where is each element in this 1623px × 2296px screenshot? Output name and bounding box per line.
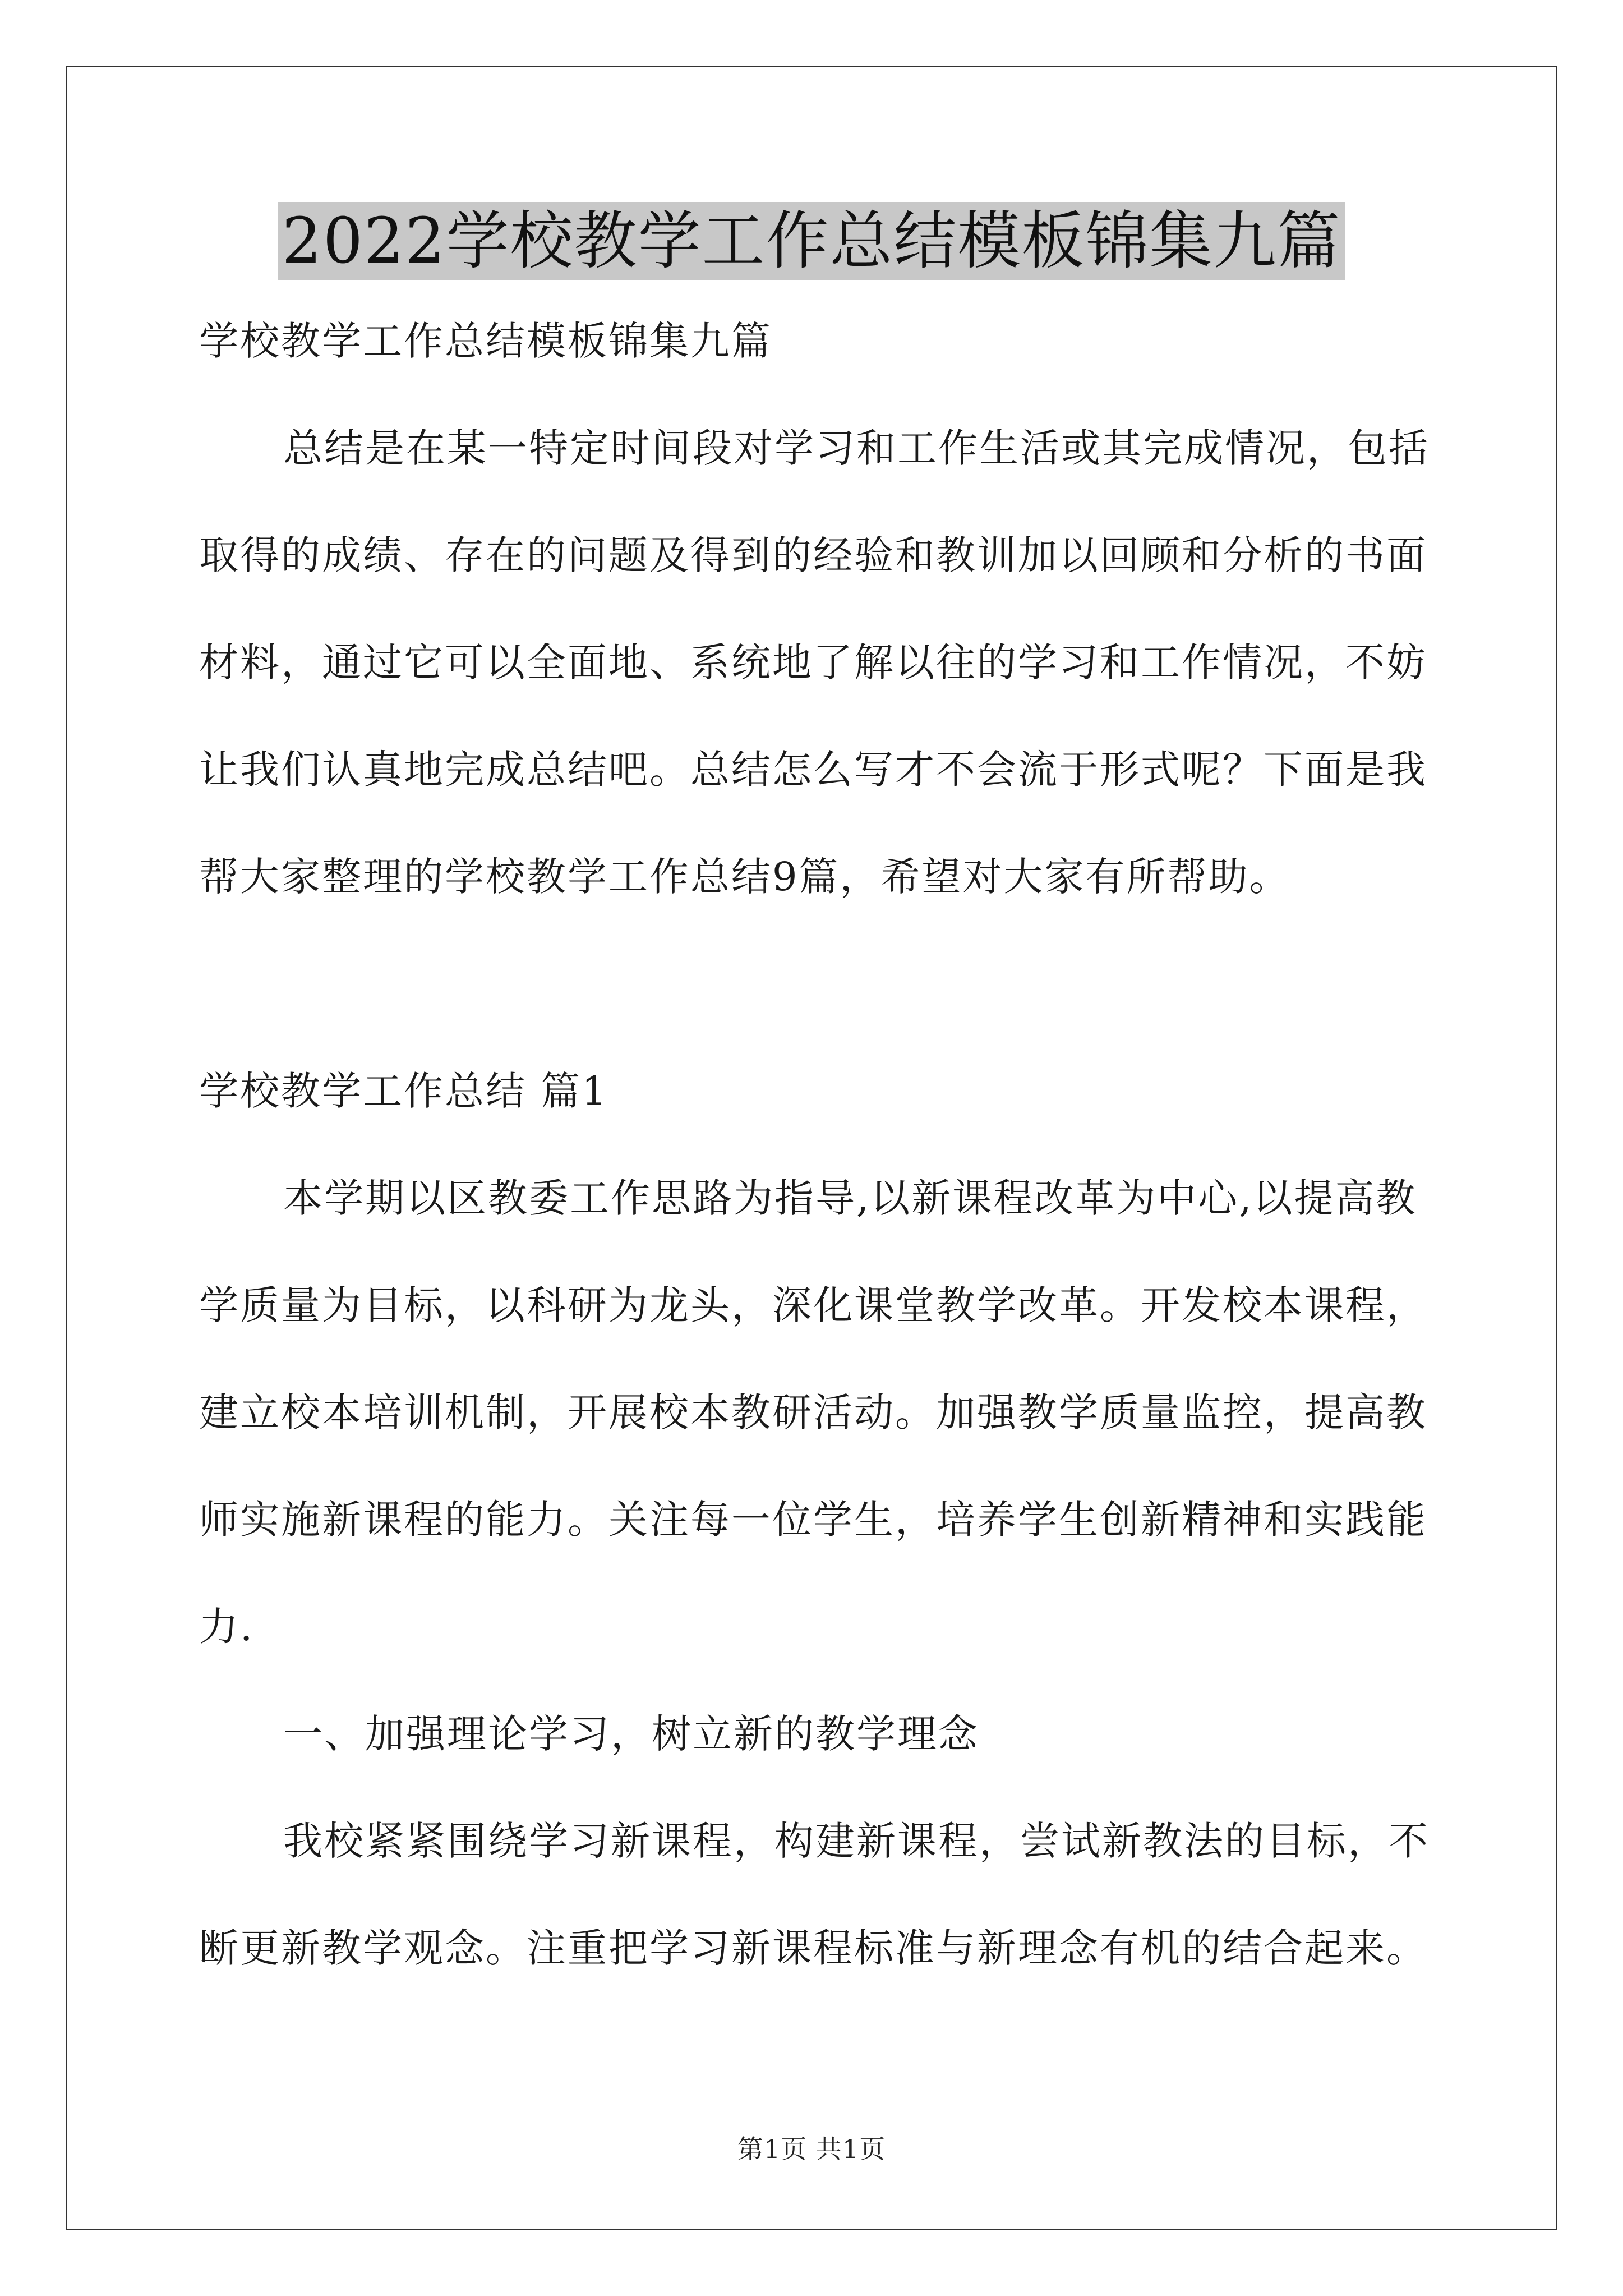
paragraph-line: 帮大家整理的学校教学工作总结9篇，希望对大家有所帮助。	[199, 854, 1290, 900]
paragraph-line: 总结是在某一特定时间段对学习和工作生活或其完成情况，包括	[283, 425, 1430, 471]
paragraph-line: 取得的成绩、存在的问题及得到的经验和教训加以回顾和分析的书面	[199, 532, 1427, 578]
paragraph-line: 断更新教学观念。注重把学习新课程标准与新理念有机的结合起来。	[199, 1925, 1427, 1971]
document-title: 2022学校教学工作总结模板锦集九篇	[278, 202, 1344, 280]
paragraph-line: 本学期以区教委工作思路为指导,以新课程改革为中心,以提高教	[283, 1175, 1417, 1221]
section-heading: 学校教学工作总结 篇1	[199, 1068, 608, 1114]
subsection-heading: 一、加强理论学习，树立新的教学理念	[283, 1711, 979, 1757]
paragraph-line: 材料，通过它可以全面地、系统地了解以往的学习和工作情况，不妨	[199, 639, 1427, 685]
paragraph-line: 我校紧紧围绕学习新课程，构建新课程，尝试新教法的目标，不	[283, 1818, 1430, 1864]
title-container	[0, 202, 1623, 280]
paragraph-line: 师实施新课程的能力。关注每一位学生，培养学生创新精神和实践能	[199, 1497, 1427, 1543]
paragraph-line: 学质量为目标，以科研为龙头，深化课堂教学改革。开发校本课程，	[199, 1282, 1427, 1328]
subtitle-line: 学校教学工作总结模板锦集九篇	[199, 318, 772, 364]
paragraph-line: 建立校本培训机制，开展校本教研活动。加强教学质量监控，提高教	[199, 1389, 1427, 1435]
page-footer: 第1页 共1页	[737, 2134, 886, 2164]
paragraph-line: 力.	[199, 1604, 255, 1650]
paragraph-line: 让我们认真地完成总结吧。总结怎么写才不会流于形式呢？下面是我	[199, 747, 1427, 793]
document-body	[199, 314, 1430, 2028]
